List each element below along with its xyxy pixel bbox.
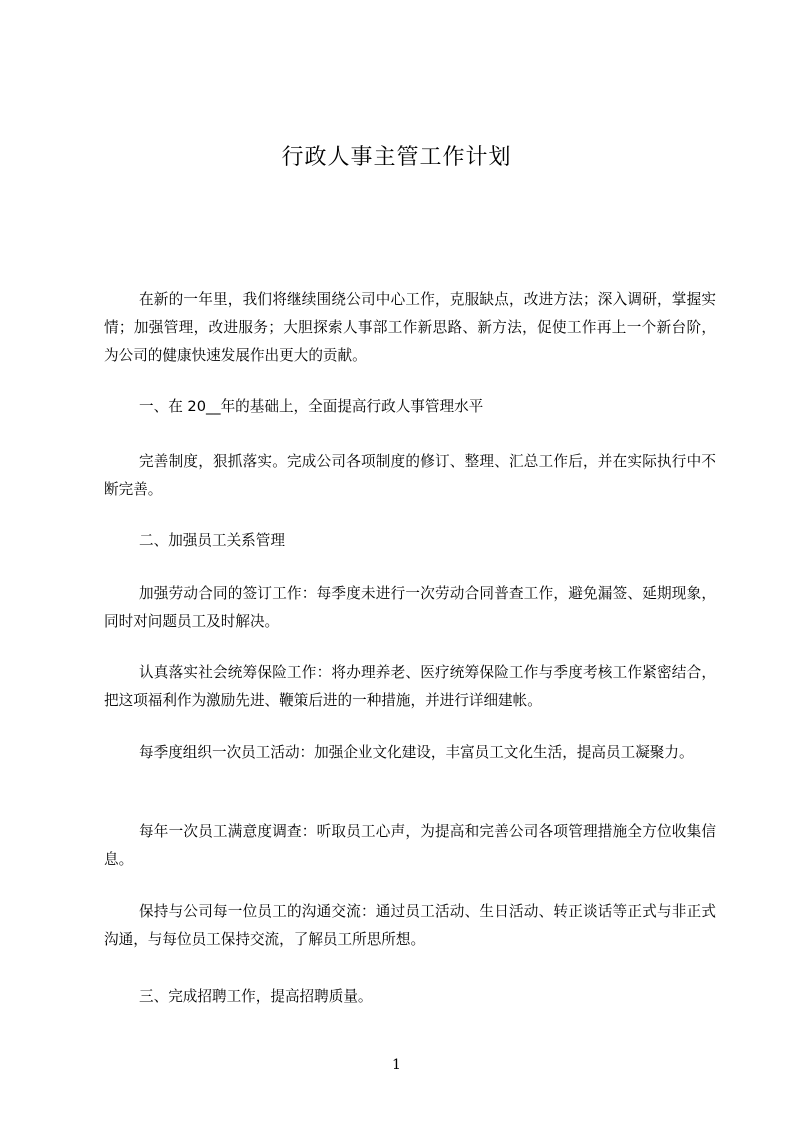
paragraph-social-insurance: 认真落实社会统筹保险工作：将办理养老、医疗统筹保险工作与季度考核工作紧密结合，把这项福利作为激励先进、鞭策后进的一种措施，并进行详细建帐。 [104,664,716,709]
document-title: 行政人事主管工作计划 [281,145,512,170]
heading-section-three: 三、完成招聘工作，提高招聘质量。 [139,988,373,1005]
paragraph-system-improvement: 完善制度，狠抓落实。完成公司各项制度的修订、整理、汇总工作后，并在实际执行中不断完善。 [104,453,716,498]
paragraph-satisfaction-survey: 每年一次员工满意度调查：听取员工心声，为提高和完善公司各项管理措施全方位收集信息。 [104,823,716,868]
heading-section-one: 一、在 20__年的基础上，全面提高行政人事管理水平 [139,398,484,415]
paragraph-labor-contract: 加强劳动合同的签订工作：每季度未进行一次劳动合同普查工作，避免漏签、延期现象，同时对问题员工及时解决。 [104,585,716,630]
heading-section-two: 二、加强员工关系管理 [139,532,285,549]
paragraph-employee-activity: 每季度组织一次员工活动：加强企业文化建设，丰富员工文化生活，提高员工凝聚力。 [139,744,694,761]
paragraph-communication: 保持与公司每一位员工的沟通交流：通过员工活动、生日活动、转正谈话等正式与非正式沟通，与每位员工保持交流，了解员工所思所想。 [104,903,716,948]
page-number: 1 [392,1057,401,1073]
paragraph-intro: 在新的一年里，我们将继续围绕公司中心工作，克服缺点，改进方法；深入调研，掌握实情；加强管理，改进服务；大胆探索人事部工作新思路、新方法，促使工作再上一个新台阶，为公司的健康快速发展作出更大的贡献。 [104,291,716,364]
